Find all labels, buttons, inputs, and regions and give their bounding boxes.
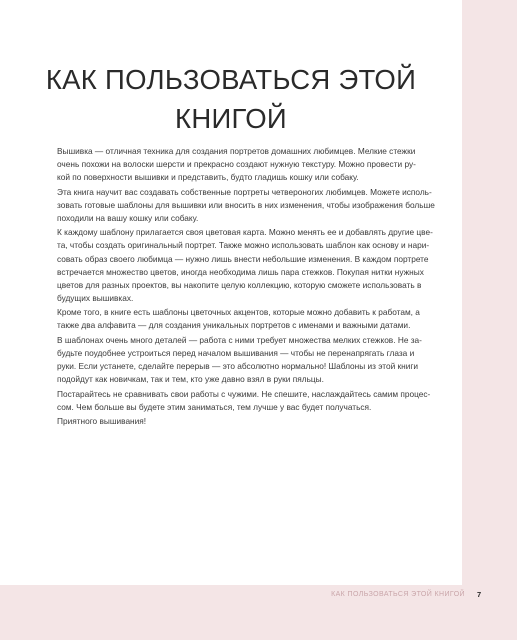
text-line: походили на вашу кошку или собаку. xyxy=(57,212,199,223)
chapter-title-line: КАК ПОЛЬЗОВАТЬСЯ ЭТОЙ xyxy=(45,64,417,95)
text-line: подойдут как новичкам, так и тем, кто уже давно взял в руки пяльцы. xyxy=(57,374,324,385)
text-line: руки. Если устанете, сделайте перерыв — это абсолютно нормально! Шаблоны из этой книги xyxy=(57,361,419,372)
text-line: будущих вышивках. xyxy=(57,292,134,303)
paragraph xyxy=(57,145,441,184)
text-line: та, чтобы создать оригинальный портрет. Также можно использовать шаблон как основу и нари- xyxy=(57,240,430,251)
text-line: Кроме того, в книге есть шаблоны цветочных акцентов, которые можно добавить к работам, а xyxy=(57,307,420,318)
text-line: Вышивка — отличная техника для создания портретов домашних любимцев. Мелкие стежки xyxy=(57,146,416,156)
paragraph xyxy=(57,306,441,332)
text-line: Постарайтесь не сравнивать свои работы с чужими. Не спешите, наслаждайтесь самим процес- xyxy=(57,388,431,399)
text-line: Приятного вышивания! xyxy=(57,416,147,427)
paragraph xyxy=(57,186,441,225)
body-text xyxy=(57,145,441,430)
running-footer-title: КАК ПОЛЬЗОВАТЬСЯ ЭТОЙ КНИГОЙ xyxy=(331,591,465,598)
text-line: К каждому шаблону прилагается своя цветовая карта. Можно менять ее и добавлять другие цве- xyxy=(57,227,433,238)
text-line: В шаблонах очень много деталей — работа с ними требует множества мелких стежков. Не за- xyxy=(57,334,422,345)
text-line: Эта книга научит вас создавать собственные портреты четвероногих любимцев. Можете исполь- xyxy=(57,186,432,197)
text-line: сом. Чем больше вы будете этим заниматься, тем лучше у вас будет получаться. xyxy=(57,401,372,412)
text-line: будьте поудобнее устроиться перед началом вышивания — чтобы не перенапрягать глаза и xyxy=(57,347,415,358)
paragraph xyxy=(57,415,441,428)
paragraph xyxy=(57,226,441,305)
text-line: очень похожи на волоски шерсти и прекрасно создают нужную текстуру. Можно провести ру- xyxy=(57,159,416,170)
page-number: 7 xyxy=(477,590,482,599)
paragraph xyxy=(57,388,441,414)
text-line: совать образ своего любимца — нужно лишь внести небольшие изменения. В каждом портрете xyxy=(57,253,429,264)
paragraph xyxy=(57,334,441,386)
chapter-title-line: КНИГОЙ xyxy=(175,103,287,134)
text-line: цветов для разных проектов, вы накопите целую коллекцию, которую сможете использовать в xyxy=(57,279,422,290)
chapter-title xyxy=(20,60,442,138)
text-line: встречается множество цветов, иногда необходима лишь пара стежков. Покупая нитки нужных xyxy=(57,266,424,277)
text-line: зовать готовые шаблоны для вышивки или вносить в них изменения, чтобы изображения больше xyxy=(57,199,435,210)
text-line: также два алфавита — для создания уникальных портретов с именами и важными датами. xyxy=(57,320,411,331)
text-line: кой по поверхности вышивки и представить, будто гладишь кошку или собаку. xyxy=(57,172,359,183)
